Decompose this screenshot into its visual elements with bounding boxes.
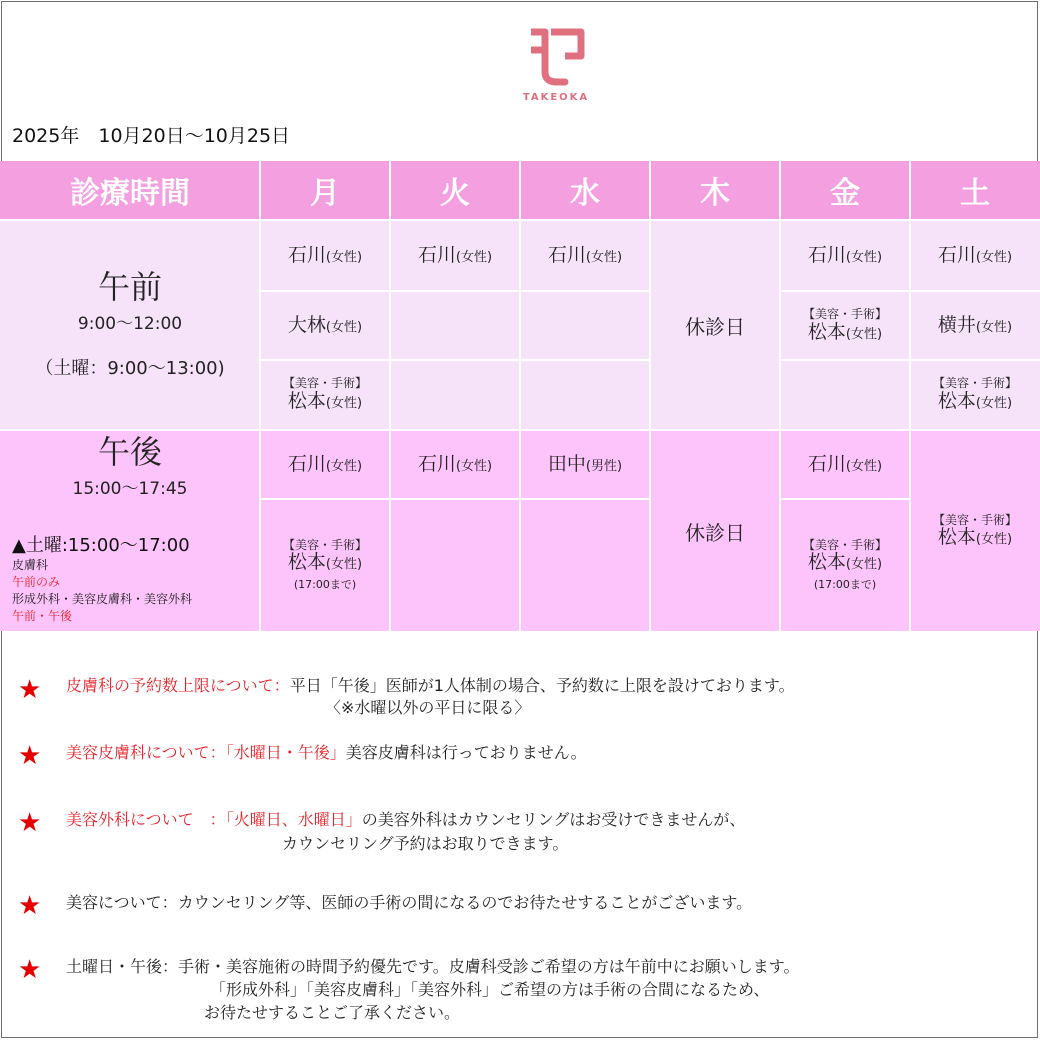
star-icon: ★ <box>18 675 42 705</box>
pm-wed-2 <box>520 499 650 631</box>
grid-line <box>909 161 911 631</box>
dept-label: 【美容・手術】 <box>802 307 887 322</box>
gender-label: (女性) <box>455 250 493 266</box>
pm-title: 午後 <box>97 433 162 471</box>
note-saturday-sub: 「形成外科」「美容皮膚科」「美容外科」ご希望の方は手術の合間になるため、 <box>210 980 770 999</box>
closed-label: 休診日 <box>685 314 745 339</box>
doctor-name: 石川 <box>417 244 456 267</box>
note-text: 手術・美容施術の時間予約優先です。皮膚科受診ご希望の方は午前中にお願いします。 <box>178 957 800 976</box>
closed-label: 休診日 <box>685 520 745 545</box>
gender-label: (男性) <box>585 459 623 475</box>
note-text: カウンセリング等、医師の手術の間になるのでお待たせすることがございます。 <box>177 893 753 912</box>
pm-period <box>0 431 260 631</box>
gender-label: (女性) <box>845 459 883 475</box>
star-icon: ★ <box>18 891 42 921</box>
grid-line <box>649 161 651 631</box>
am-sat-3 <box>910 360 1040 429</box>
gender-label: (女性) <box>975 250 1013 266</box>
doctor-name: 大林 <box>287 313 326 336</box>
grid-line <box>779 161 781 631</box>
am-tue-3 <box>390 360 520 429</box>
note-text: の美容外科はカウンセリングはお受けできませんが、 <box>361 810 746 829</box>
header-hours: 診療時間 <box>0 161 260 219</box>
grid-line <box>260 498 650 500</box>
doctor-name: 石川 <box>287 244 326 267</box>
header-fri: 金 <box>780 161 910 219</box>
pm-fri-1 <box>780 431 910 499</box>
doctor-name: 松本 <box>287 551 326 574</box>
note-title: 美容皮膚科について： <box>66 743 226 762</box>
dept-label: 【美容・手術】 <box>282 537 367 552</box>
gender-label: (女性) <box>325 459 363 475</box>
am-thu-closed <box>650 221 780 429</box>
pm-dept-cosmetic-note: 午前・午後 <box>12 609 73 623</box>
until-note: (17:00まで) <box>293 578 357 592</box>
pm-tue-1 <box>390 431 520 499</box>
doctor-name: 横井 <box>937 313 976 336</box>
pm-dept-cosmetic: 形成外科・美容皮膚科・美容外科 <box>12 592 193 606</box>
pm-saturday-hours: ▲土曜:15:00～17:00 <box>12 535 190 556</box>
am-tue-2 <box>390 291 520 360</box>
header-sat: 土 <box>910 161 1040 219</box>
note-cosmetic <box>66 892 752 914</box>
note-text: 美容皮膚科は行っておりません。 <box>345 743 587 762</box>
gender-label: (女性) <box>325 250 363 266</box>
doctor-name: 石川 <box>937 244 976 267</box>
gender-label: (女性) <box>845 326 883 342</box>
gender-label: (女性) <box>845 557 883 573</box>
am-title: 午前 <box>97 267 162 306</box>
star-icon: ★ <box>18 808 42 838</box>
am-fri-2 <box>780 291 910 360</box>
gender-label: (女性) <box>325 395 363 411</box>
pm-tue-2 <box>390 499 520 631</box>
header-wed: 水 <box>520 161 650 219</box>
note-title: 皮膚科の予約数上限について： <box>66 676 290 695</box>
am-wed-1 <box>520 221 650 291</box>
doctor-name: 石川 <box>417 453 456 476</box>
gender-label: (女性) <box>975 319 1013 335</box>
am-sat-2 <box>910 291 1040 360</box>
gender-label: (女性) <box>975 395 1013 411</box>
am-wed-3 <box>520 360 650 429</box>
doctor-name: 石川 <box>807 244 846 267</box>
dept-label: 【美容・手術】 <box>932 376 1017 391</box>
dept-label: 【美容・手術】 <box>282 376 367 391</box>
date-range: 2025年 10月20日～10月25日 <box>12 125 291 147</box>
grid-line <box>260 290 650 292</box>
header-mon: 月 <box>260 161 390 219</box>
note-title: 土曜日・午後： <box>66 957 179 976</box>
gender-label: (女性) <box>325 557 363 573</box>
am-mon-3 <box>260 360 390 429</box>
am-hours: 9:00～12:00 <box>77 314 183 335</box>
note-highlight: 「水曜日・午後」 <box>225 743 346 762</box>
doctor-name: 松本 <box>807 551 846 574</box>
dept-label: 【美容・手術】 <box>932 512 1017 527</box>
grid-line <box>259 161 261 631</box>
note-derm-limit <box>66 675 795 697</box>
header-tue: 火 <box>390 161 520 219</box>
am-tue-1 <box>390 221 520 291</box>
pm-dept-derm-note: 午前のみ <box>12 575 61 589</box>
note-saturday-sub2: お待たせすることご了承ください。 <box>204 1003 461 1022</box>
gender-label: (女性) <box>845 250 883 266</box>
star-icon: ★ <box>18 741 42 771</box>
am-wed-2 <box>520 291 650 360</box>
gender-label: (女性) <box>455 459 493 475</box>
pm-sat <box>910 431 1040 631</box>
am-period <box>0 221 260 429</box>
grid-line <box>260 359 650 361</box>
note-title: 美容について： <box>66 893 178 912</box>
pm-thu-closed <box>650 431 780 631</box>
doctor-name: 石川 <box>807 453 846 476</box>
note-highlight: 「火曜日、水曜日」 <box>225 810 362 829</box>
grid-line <box>389 161 391 631</box>
am-mon-2 <box>260 291 390 360</box>
doctor-name: 石川 <box>547 244 586 267</box>
until-note: (17:00まで) <box>813 578 877 592</box>
pm-wed-1 <box>520 431 650 499</box>
star-icon: ★ <box>18 955 42 985</box>
note-cosmetic-derm <box>66 742 587 764</box>
schedule-table <box>0 161 1040 631</box>
doctor-name: 松本 <box>937 389 976 412</box>
grid-line <box>780 498 910 500</box>
am-fri-3 <box>780 360 910 429</box>
am-fri-1 <box>780 221 910 291</box>
doctor-name: 田中 <box>547 453 586 476</box>
grid-line <box>519 161 521 631</box>
pm-dept-derm: 皮膚科 <box>12 558 49 572</box>
am-sat-1 <box>910 221 1040 291</box>
doctor-name: 松本 <box>937 526 976 549</box>
doctor-name: 石川 <box>287 453 326 476</box>
note-derm-limit-sub: 〈※水曜以外の平日に限る〉 <box>325 698 531 717</box>
takeoka-logo <box>521 26 591 106</box>
brand-name: TAKEOKA <box>522 92 590 103</box>
note-cosmetic-surgery <box>66 809 745 831</box>
pm-mon-1 <box>260 431 390 499</box>
note-cosmetic-surgery-sub: カウンセリング予約はお取りできます。 <box>282 834 569 853</box>
doctor-name: 松本 <box>807 320 846 343</box>
gender-label: (女性) <box>585 250 623 266</box>
gender-label: (女性) <box>975 532 1013 548</box>
note-saturday <box>66 956 799 978</box>
pm-fri-2 <box>780 499 910 631</box>
doctor-name: 松本 <box>287 389 326 412</box>
takeoka-logo-icon <box>525 26 587 88</box>
note-text: 平日「午後」医師が1人体制の場合、予約数に上限を設けております。 <box>289 676 795 695</box>
am-mon-1 <box>260 221 390 291</box>
pm-hours: 15:00～17:45 <box>72 479 188 500</box>
am-saturday-hours: （土曜：9:00～13:00) <box>35 358 225 380</box>
dept-label: 【美容・手術】 <box>802 537 887 552</box>
header-thu: 木 <box>650 161 780 219</box>
gender-label: (女性) <box>325 319 363 335</box>
pm-mon-2 <box>260 499 390 631</box>
note-title: 美容外科について ： <box>66 810 226 829</box>
